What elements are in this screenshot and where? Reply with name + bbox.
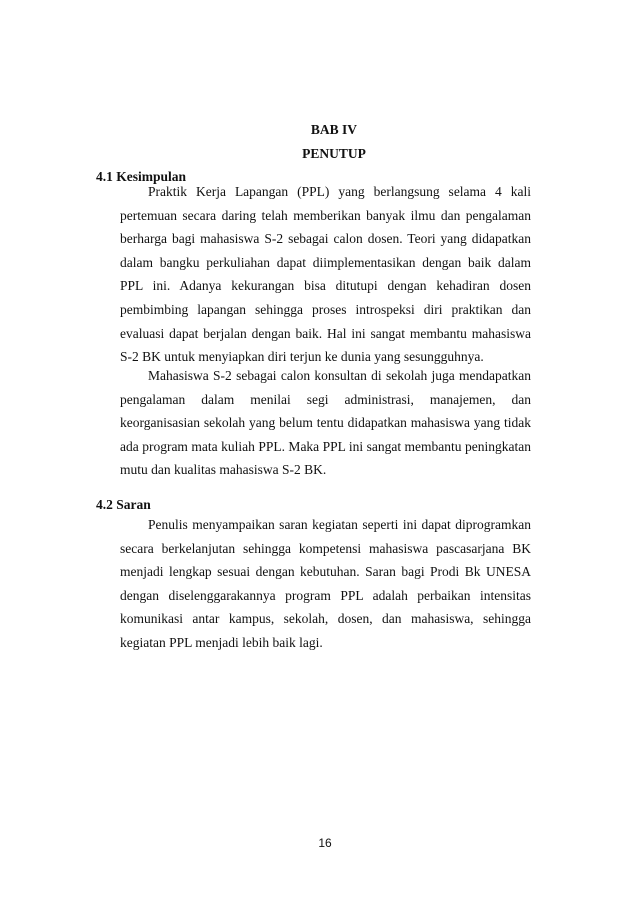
chapter-title: PENUTUP (302, 146, 366, 161)
conclusion-paragraph-2: Mahasiswa S-2 sebagai calon konsultan di sekolah juga mendapatkan pengalaman dalam menilai segi administrasi, manajemen, dan keorganisasian sekolah yang belum tentu didapatkan mahasiswa yang tidak ada program mata kuliah PPL. Maka PPL ini sangat membantu peningkatan mutu dan kualitas mahasiswa S-2 BK. (120, 368, 531, 478)
suggestion-paragraph: Penulis menyampaikan saran kegiatan seperti ini dapat diprogramkan secara berkelanjutan sehingga kompetensi mahasiswa pascasarjana BK menjadi lengkap sesuai dengan kebutuhan. Saran bagi Prodi Bk UNESA dengan diselenggarakannya program PPL adalah perbaikan intensitas komunikasi antar kampus, sekolah, dosen, dan mahasiswa, sehingga kegiatan PPL menjadi lebih baik lagi. (120, 517, 531, 650)
section-heading-suggestion: 4.2 Saran (96, 497, 151, 512)
page-number: 16 (318, 836, 332, 850)
section-heading-conclusion: 4.1 Kesimpulan (96, 169, 187, 184)
chapter-number: BAB IV (310, 122, 358, 137)
conclusion-paragraph-1: Praktik Kerja Lapangan (PPL) yang berlangsung selama 4 kali pertemuan secara daring telah memberikan banyak ilmu dan pengalaman berharga bagi mahasiswa S-2 sebagai calon dosen. Teori yang didapatkan dalam bangku perkuliahan dapat diimplementasikan dengan baik dalam PPL ini. Adanya kekurangan bisa ditutupi dengan kehadiran dosen pembimbing lapangan sehingga proses introspeksi diri praktikan dan evaluasi dapat berjalan dengan baik. Hal ini sangat membantu mahasiswa S-2 BK untuk menyiapkan diri terjun ke dunia yang sesungguhnya. (120, 184, 531, 365)
